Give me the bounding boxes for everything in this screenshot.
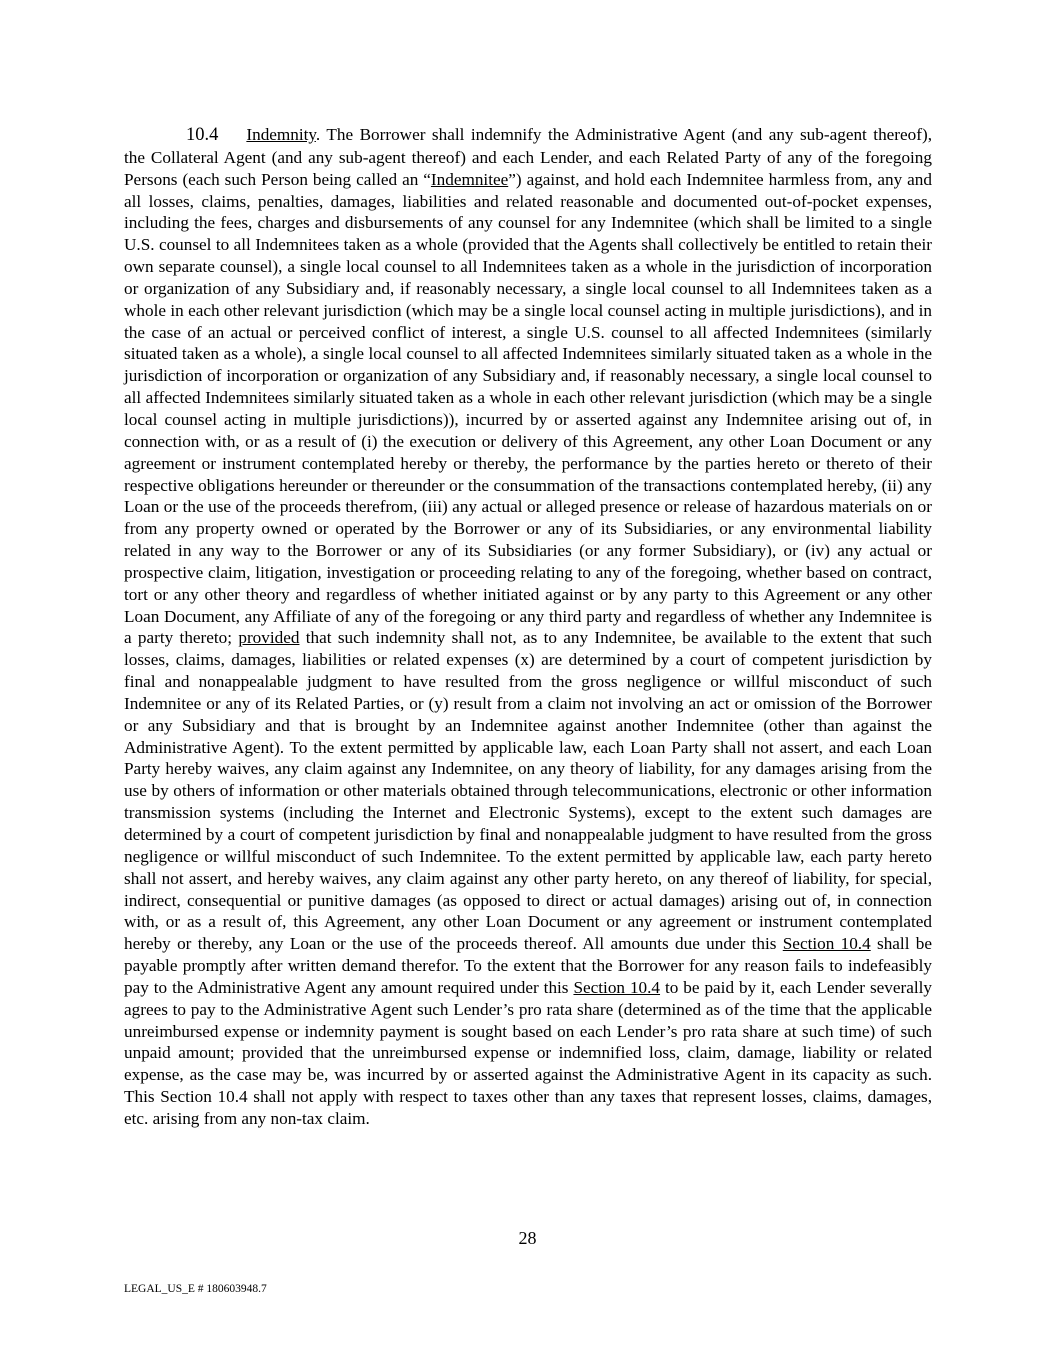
- paragraph-text-3: that such indemnity shall not, as to any Indemnitee, be available to the extent that such losses, claims, damages, liabilities or related expenses (x) are determined by a court of competent jurisdiction by final and nonappealable judgment to have resulted from the gross negligence or willful misconduct of such Indemnitee or any of its Related Parties, or (y) result from a claim not involving an act or omission of the Borrower or any Subsidiary and that is brought by an Indemnitee against another Indemnitee (other than against the Administrative Agent). To the extent permitted by applicable law, each Loan Party shall not assert, and each Loan Party hereby waives, any claim against any Indemnitee, on any theory of liability, for any damages arising from the use by others of information or other materials obtained through telecommunications, electronic or other information transmission systems (including the Internet and Electronic Systems), except to the extent such damages are determined by a court of competent jurisdiction by final and nonappealable judgment to have resulted from the gross negligence or willful misconduct of such Indemnitee. To the extent permitted by applicable law, each party hereto shall not assert, and hereby waives, any claim against any other party hereto, on any thereof of liability, for special, indirect, consequential or punitive damages (as opposed to direct or actual damages) arising out of, in connection with, or as a result of, this Agreement, any other Loan Document or any agreement or instrument contemplated hereby or thereby, any Loan or the use of the proceeds thereof. All amounts due under this: [124, 628, 932, 954]
- proviso-term: provided: [238, 628, 300, 648]
- section-10-4-paragraph: [124, 124, 932, 1130]
- section-reference-2: Section 10.4: [573, 977, 661, 997]
- section-heading: Indemnity: [246, 125, 316, 144]
- paragraph-text-4: shall be payable promptly after written demand therefor. To the extent that the Borrower for any reason fails to indefeasibly pay to the Administrative Agent any amount required under this: [124, 934, 932, 997]
- paragraph-text-5: to be paid by it, each Lender severally agrees to pay to the Administrative Agent such Lender’s pro rata share (determined as of the time that the applicable unreimbursed expense or indemnity payment is sought based on each Lender’s pro rata share at such time) of such unpaid amount; provided that the unreimbursed expense or indemnified loss, claim, damage, liability or related expense, as the case may be, was incurred by or asserted against the Administrative Agent in its capacity as such. This Section 10.4 shall not apply with respect to taxes other than any taxes that represent losses, claims, damages, etc. arising from any non-tax claim.: [124, 977, 932, 1128]
- section-number: 10.4: [186, 125, 219, 145]
- defined-term-indemnitee: Indemnitee: [430, 169, 509, 189]
- paragraph-text-1: The Borrower shall indemnify the Administrative Agent (and any sub-agent thereof), the Collateral Agent (and any sub-agent thereof) and each Lender, and each Related Party of any of the foregoing Persons (each such Person being called an “: [124, 125, 932, 189]
- paragraph-text-2: ”) against, and hold each Indemnitee harmless from, any and all losses, claims, penalties, damages, liabilities and related reasonable and documented out-of-pocket expenses, including the fees, charges and disbursements of any counsel for any Indemnitee (which shall be limited to a single U.S. counsel to all Indemnitees taken as a whole (provided that the Agents shall collectively be entitled to retain their own separate counsel), a single local counsel to all Indemnitees taken as a whole in the jurisdiction of incorporation or organization of any Subsidiary and, if reasonably necessary, a single local counsel to all Indemnitees taken as a whole in each other relevant jurisdiction (which may be a single local counsel acting in multiple jurisdictions), and in the case of an actual or perceived conflict of interest, a single U.S. counsel to all affected Indemnitees (similarly situated taken as a whole), a single local counsel to all affected Indemnitees similarly situated taken as a whole in the jurisdiction of incorporation or organization of any Subsidiary and, if reasonably necessary, a single local counsel to all affected Indemnitees similarly situated taken as a whole in each other relevant jurisdiction (which may be a single local counsel acting in multiple jurisdictions)), incurred by or asserted against any Indemnitee arising out of, in connection with, or as a result of (i) the execution or delivery of this Agreement, any other Loan Document or any agreement or instrument contemplated hereby or thereby, the performance by the parties hereto or thereto of their respective obligations hereunder or thereunder or the consummation of the transactions contemplated hereby, (ii) any Loan or the use of the proceeds therefrom, (iii) any actual or alleged presence or release of hazardous materials on or from any property owned or operated by the Borrower or any of its Subsidiaries, or any environmental liability related in any way to the Borrower or any of its Subsidiaries (or any former Subsidiary), or (iv) any actual or prospective claim, litigation, investigation or proceeding relating to any of the foregoing, whether based on contract, tort or any other theory and regardless of whether initiated against or by any party to this Agreement or any other Loan Document, any Affiliate of any of the foregoing or any third party and regardless of whether any Indemnitee is a party thereto;: [124, 169, 932, 648]
- section-reference-1: Section 10.4: [782, 934, 871, 954]
- page-number: 28: [518, 1228, 537, 1248]
- footer-document-id: LEGAL_US_E # 180603948.7: [124, 1283, 267, 1295]
- section-heading-suffix: .: [315, 125, 321, 144]
